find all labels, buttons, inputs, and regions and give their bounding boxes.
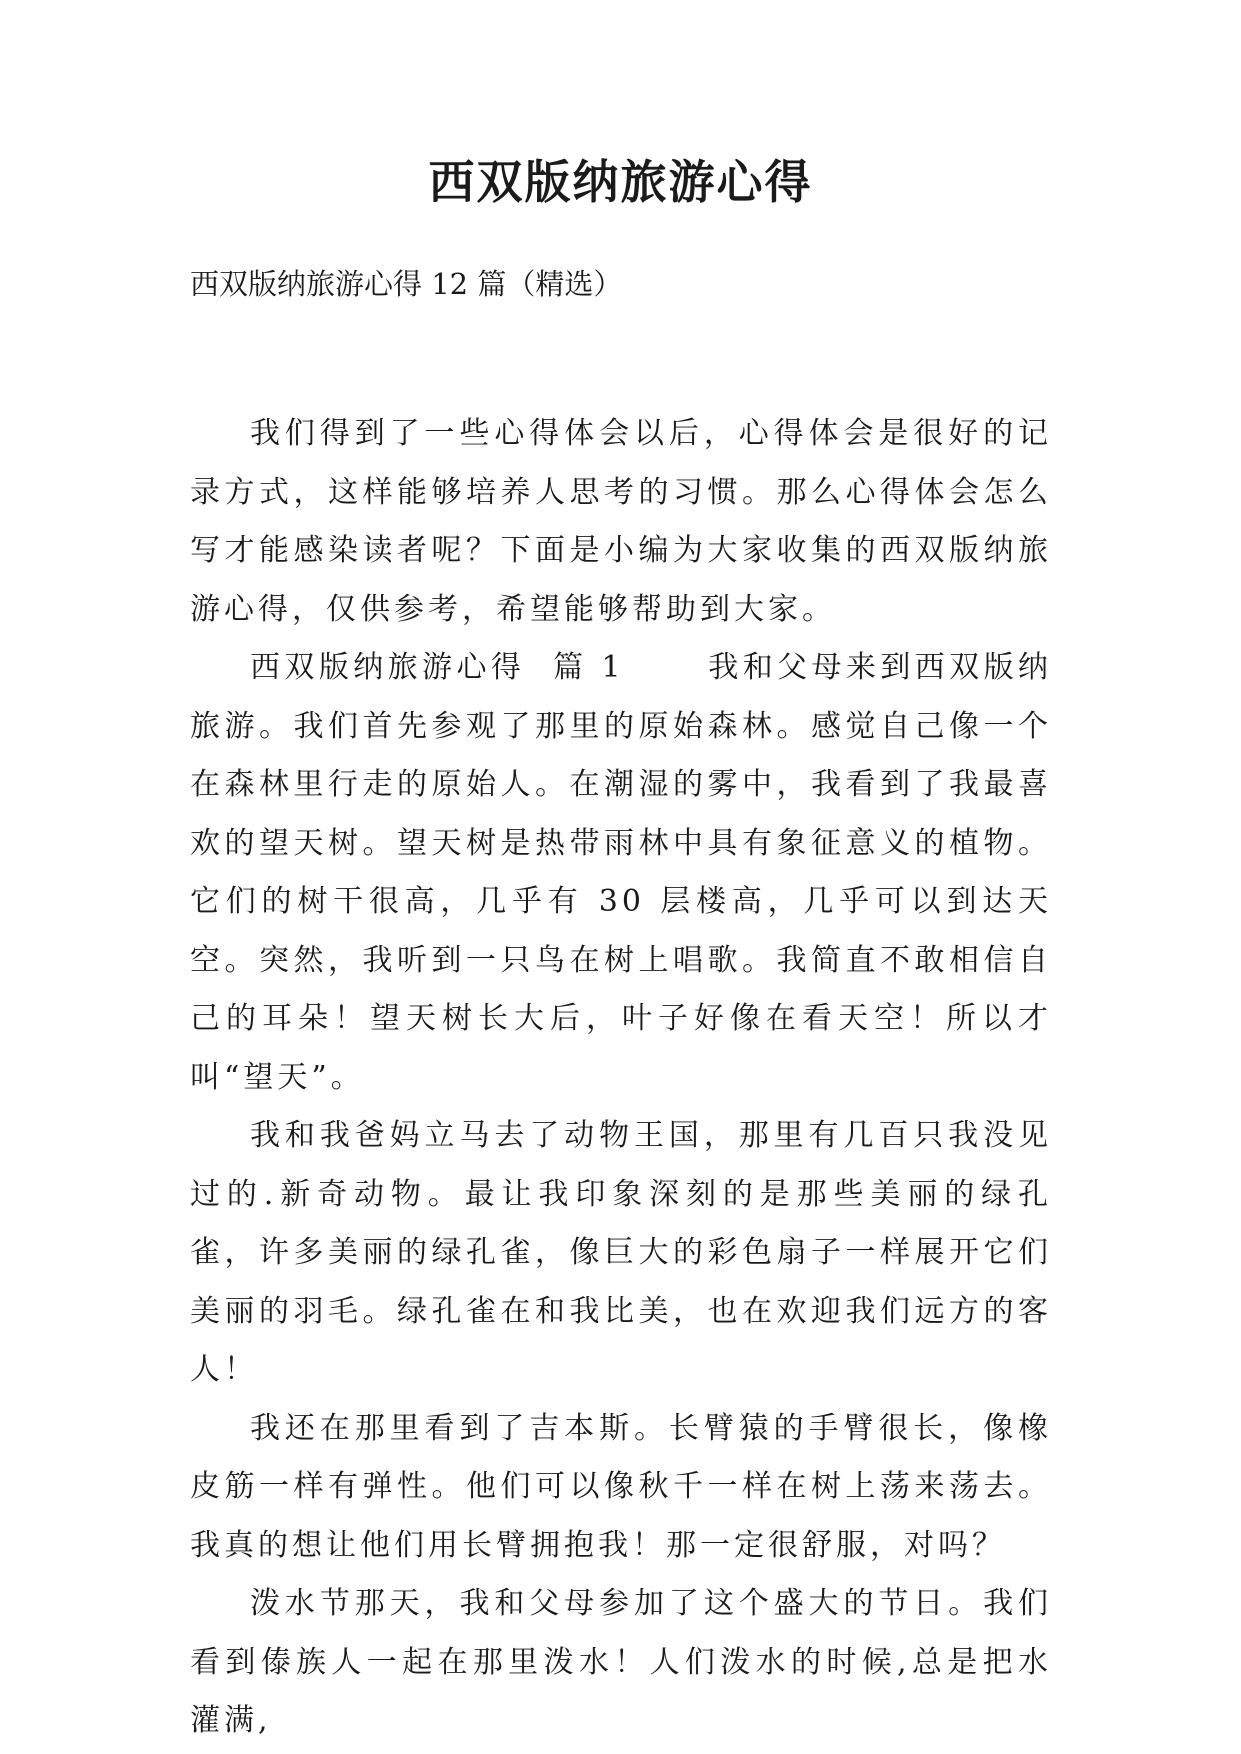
intro-paragraph: 我们得到了一些心得体会以后，心得体会是很好的记录方式，这样能够培养人思考的习惯。那么心得体会怎么写才能感染读者呢？下面是小编为大家收集的西双版纳旅游心得，仅供参考，希望能够帮助到大家。 [190,416,1052,627]
document-title: 西双版纳旅游心得 [428,155,813,209]
body-paragraph: 泼水节那天，我和父母参加了这个盛大的节日。我们看到傣族人一起在那里泼水！人们泼水的时候,总是把水灌满, [190,1586,1052,1738]
body-paragraph: 我还在那里看到了吉本斯。长臂猿的手臂很长，像橡皮筋一样有弹性。他们可以像秋千一样在树上荡来荡去。我真的想让他们用长臂拥抱我！那一定很舒服，对吗？ [190,1410,1052,1563]
document-body [190,405,1052,1751]
body-paragraph: 我和我爸妈立马去了动物王国，那里有几百只我没见过的.新奇动物。最让我印象深刻的是那些美丽的绿孔雀，许多美丽的绿孔雀，像巨大的彩色扇子一样展开它们美丽的羽毛。绿孔雀在和我比美，也在欢迎我们远方的客人！ [190,1118,1052,1387]
body-paragraph: 西双版纳旅游心得 篇 1 我和父母来到西双版纳旅游。我们首先参观了那里的原始森林。感觉自己像一个在森林里行走的原始人。在潮湿的雾中，我看到了我最喜欢的望天树。望天树是热带雨林中具有象征意义的植物。它们的树干很高，几乎有 30 层楼高，几乎可以到达天空。突然，我听到一只鸟在树上唱歌。我简直不敢相信自己的耳朵！望天树长大后，叶子好像在看天空！所以才叫“望天”。 [190,650,1052,1095]
document-subtitle: 西双版纳旅游心得 12 篇（精选） [190,267,623,301]
